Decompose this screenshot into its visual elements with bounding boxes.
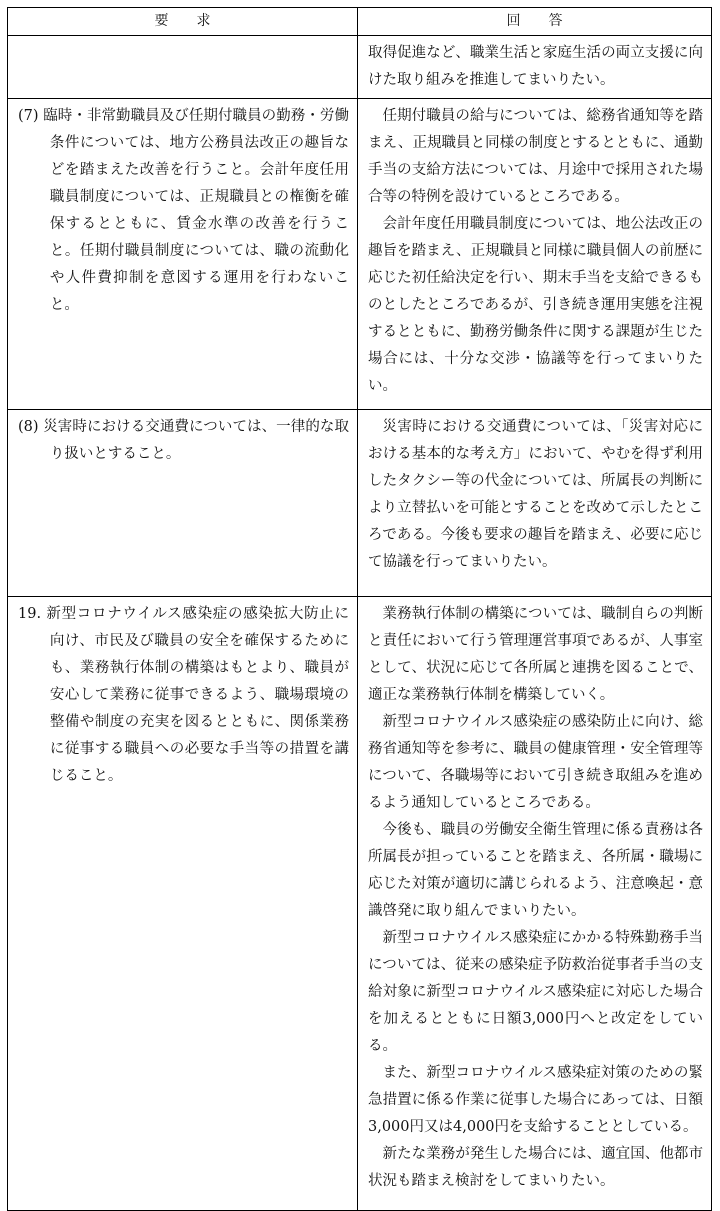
answer-cell <box>358 99 712 410</box>
request-text: (8) 災害時における交通費については、一律的な取り扱いとすること。 <box>18 419 349 462</box>
table-header-row <box>8 8 712 36</box>
request-text: (7) 臨時・非常勤職員及び任期付職員の勤務・労働条件については、地方公務員法改正の趣旨などを踏まえた改善を行うこと。会計年度任用職員制度については、正規職員との権衡を確保するとともに、賃金水準の改善を行うこと。任期付職員制度については、職の流動化や人件費抑制を意図する運用を行わないこと。 <box>18 108 349 313</box>
answer-paragraph: また、新型コロナウイルス感染症対策のための緊急措置に係る作業に従事した場合にあっては、日額3,000円又は4,000円を支給することとしている。 <box>368 1065 703 1135</box>
answer-paragraph: 任期付職員の給与については、総務省通知等を踏まえ、正規職員と同様の制度とするとともに、通勤手当の支給方法については、月途中で採用された場合等の特例を設けているところである。 <box>368 108 703 205</box>
answer-paragraph: 新型コロナウイルス感染症にかかる特殊勤務手当については、従来の感染症予防救治従事者手当の支給対象に新型コロナウイルス感染症に対応した場合を加えるとともに日額3,000円へと改定をしている。 <box>368 930 703 1054</box>
answer-column-header: 回 答 <box>358 8 712 36</box>
answer-paragraph: 今後も、職員の労働安全衛生管理に係る責務は各所属長が担っていることを踏まえ、各所属・職場に応じた対策が適切に講じられるよう、注意喚起・意識啓発に取り組んでまいりたい。 <box>368 822 703 919</box>
answer-paragraph: 会計年度任用職員制度については、地公法改正の趣旨を踏まえ、正規職員と同様に職員個人の前歴に応じた初任給決定を行い、期末手当を支給できるものとしたところであるが、引き続き運用実態を注視するとともに、勤務労働条件に関する課題が生じた場合には、十分な交渉・協議等を行ってまいりたい。 <box>368 216 703 394</box>
table-row <box>8 597 712 1211</box>
answer-paragraph: 業務執行体制の構築については、職制自らの判断と責任において行う管理運営事項であるが、人事室として、状況に応じて各所属と連携を図ることで、適正な業務執行体制を構築していく。 <box>368 606 703 703</box>
request-answer-table <box>7 7 712 1211</box>
answer-paragraph: 新型コロナウイルス感染症の感染防止に向け、総務省通知等を参考に、職員の健康管理・安全管理等について、各職場等において引き続き取組みを進めるよう通知しているところである。 <box>368 714 703 811</box>
answer-cell <box>358 410 712 597</box>
answer-cell <box>358 36 712 99</box>
answer-paragraph: 災害時における交通費については、「災害対応における基本的な考え方」において、やむを得ず利用したタクシー等の代金については、所属長の判断により立替払いを可能とすることを改めて示したところである。今後も要求の趣旨を踏まえ、必要に応じて協議を行ってまいりたい。 <box>368 419 703 570</box>
table-row <box>8 36 712 99</box>
request-cell <box>8 99 358 410</box>
answer-cell <box>358 597 712 1211</box>
request-cell <box>8 36 358 99</box>
request-cell <box>8 597 358 1211</box>
answer-paragraph: 取得促進など、職業生活と家庭生活の両立支援に向けた取り組みを推進してまいりたい。 <box>368 45 703 88</box>
request-column-header: 要 求 <box>8 8 358 36</box>
answer-paragraph: 新たな業務が発生した場合には、適宜国、他都市状況も踏まえ検討をしてまいりたい。 <box>368 1146 703 1189</box>
request-cell <box>8 410 358 597</box>
request-text: 19. 新型コロナウイルス感染症の感染拡大防止に向け、市民及び職員の安全を確保するためにも、業務執行体制の構築はもとより、職員が安心して業務に従事できるよう、職場環境の整備や制度の充実を図るとともに、関係業務に従事する職員への必要な手当等の措置を講じること。 <box>18 606 349 784</box>
table-row <box>8 99 712 410</box>
table-row <box>8 410 712 597</box>
